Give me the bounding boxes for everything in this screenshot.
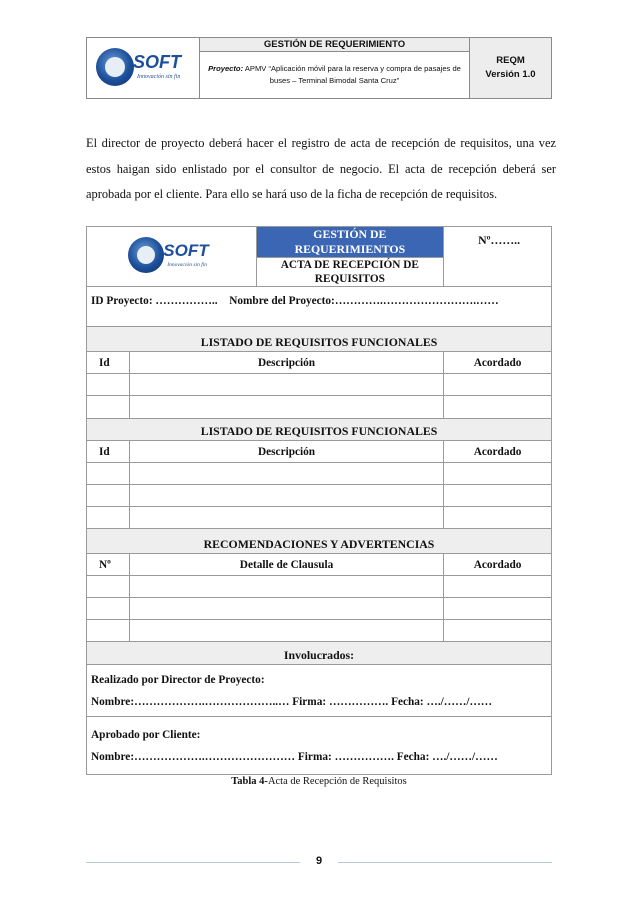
form-title: GESTIÓN DE REQUERIMIENTOS [256,227,444,258]
form-soft-logo [126,233,216,281]
table-row [87,374,552,396]
col-description-2: Descripción [129,441,443,463]
col-number-3: Nº [87,554,130,576]
table-row [87,396,552,419]
director-label: Realizado por Director de Proyecto: [91,673,265,686]
header-project [200,52,470,99]
intro-paragraph: El director de proyecto deberá hacer el registro de acta de recepción de requisitos, una vez estos haigan sido enlistado por el consultor de negocio. El acta de recepción deberá ser aprobada por el cliente. Para ello se hará uso de la ficha de recepción de requisitos. [86,136,556,201]
form-logo-tagline: Innovación sin fin [167,261,207,268]
table-row [87,507,552,529]
logo-tagline: Innovación sin fin [137,74,181,80]
header-version-cell [470,38,552,99]
page-number: 9 [315,855,323,867]
table-row [87,598,552,620]
table-row [87,620,552,642]
col-agreed-2: Acordado [444,441,552,463]
caption-text: Acta de Recepción de Requisitos [267,776,407,787]
soft-logo [93,44,193,92]
project-text: APMV “Aplicación móvil para la reserva y compra de pasajes de buses – Terminal Bimodal Santa Cruz” [244,64,461,85]
header-logo-cell [87,38,200,99]
header-code: REQM [496,55,525,66]
col-agreed-3: Acordado [444,554,552,576]
table-row [87,576,552,598]
client-label: Aprobado por Cliente: [91,728,201,741]
col-id-2: Id [87,441,130,463]
col-detail-3: Detalle de Clausula [129,554,443,576]
form-subtitle: ACTA DE RECEPCIÓN DE REQUISITOS [256,258,444,287]
section-recommendations: RECOMENDACIONES Y ADVERTENCIAS [87,529,552,554]
form-logo-word: SOFT [163,240,209,260]
project-label: Proyecto: [208,64,244,73]
client-signature-block [87,717,552,775]
table-caption [0,776,638,787]
reception-act-form [86,226,552,775]
form-logo-cell [87,227,257,287]
section-functional-requirements-1: LISTADO DE REQUISITOS FUNCIONALES [87,327,552,352]
col-agreed-1: Acordado [444,352,552,374]
section-functional-requirements-2: LISTADO DE REQUISITOS FUNCIONALES [87,419,552,441]
director-signature-block [87,665,552,717]
caption-number: Tabla 4- [231,776,268,787]
table-row [87,463,552,485]
col-id-1: Id [87,352,130,374]
header-title: GESTIÓN DE REQUERIMIENTO [200,38,470,52]
page-header [86,37,552,99]
director-line: Nombre:……………….………………..… Firma: ……………. Fecha: …./……/…… [91,695,493,708]
table-row [87,485,552,507]
project-id-row [87,287,552,327]
client-line: Nombre:……………….…………………… Firma: ……………. Fecha: …./……/…… [91,750,498,763]
form-number: Nº…….. [444,227,552,287]
header-version: Versión 1.0 [485,69,536,80]
involved-header: Involucrados: [87,642,552,665]
logo-word: SOFT [133,52,181,72]
project-id-field: ID Proyecto: …………….. [91,295,218,307]
project-name-field: Nombre del Proyecto:………….…………………….…… [229,295,499,307]
col-description-1: Descripción [129,352,443,374]
